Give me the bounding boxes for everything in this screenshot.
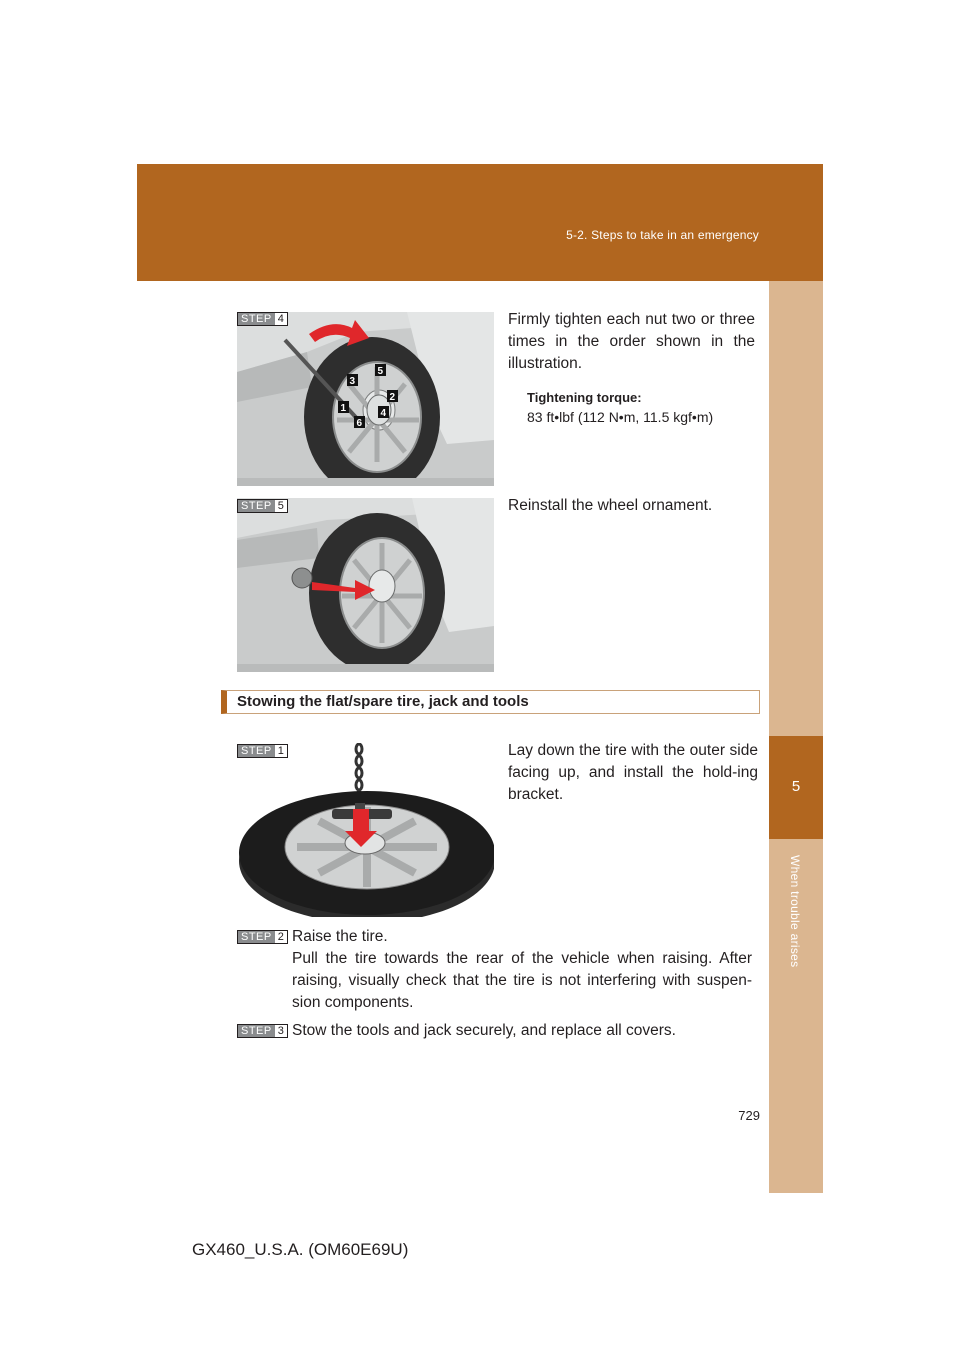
- step4-illustration: [237, 312, 494, 486]
- nut-callout: 3: [349, 376, 356, 387]
- stow-step2-detail-line: Pull the tire towards the rear of the vehicle when raising. After: [292, 950, 752, 967]
- step-number: 1: [275, 745, 287, 757]
- section-title: Stowing the flat/spare tire, jack and tools: [237, 693, 529, 710]
- step5-text: Reinstall the wheel ornament.: [508, 497, 713, 514]
- section-heading-bar: [221, 690, 760, 714]
- section-header: 5-2. Steps to take in an emergency: [566, 228, 759, 242]
- step-badge: [237, 312, 288, 326]
- document-footer: GX460_U.S.A. (OM60E69U): [192, 1240, 409, 1259]
- step-label: STEP: [238, 500, 275, 512]
- step-number: 4: [275, 313, 287, 325]
- step-badge: [237, 744, 288, 758]
- torque-label: Tightening torque:: [527, 390, 642, 405]
- step4-text: Firmly tighten each nut two or three times in the order shown in the illustration.: [508, 311, 755, 372]
- nut-callout: 5: [377, 366, 384, 377]
- nut-callout: 1: [340, 403, 347, 414]
- step-badge: [237, 499, 288, 513]
- stow-step1-text: Lay down the tire with the outer side facing up, and install the hold-ing bracket.: [508, 742, 758, 803]
- header-band: [137, 164, 823, 281]
- step-number: 3: [275, 1025, 287, 1037]
- page-number: 729: [738, 1108, 760, 1123]
- stow-step2-detail-line: raising, visually check that the tire is not interfering with suspen-: [292, 972, 752, 989]
- nut-callout: 4: [380, 408, 387, 419]
- chapter-number: 5: [791, 778, 801, 795]
- step-label: STEP: [238, 313, 275, 325]
- stow-step2-detail-line: sion components.: [292, 994, 414, 1011]
- step-badge: [237, 930, 288, 944]
- nut-callout: 2: [389, 392, 396, 403]
- step5-illustration: [237, 498, 494, 672]
- step-number: 2: [275, 931, 287, 943]
- step-label: STEP: [238, 1025, 275, 1037]
- step-badge: [237, 1024, 288, 1038]
- step-label: STEP: [238, 931, 275, 943]
- step-number: 5: [275, 500, 287, 512]
- torque-value: 83 ft•lbf (112 N•m, 11.5 kgf•m): [527, 409, 714, 425]
- nut-callout: 6: [356, 418, 363, 429]
- stow-step2-text: Raise the tire.: [292, 928, 388, 945]
- chapter-label: When trouble arises: [788, 855, 802, 968]
- stow-step3-text: Stow the tools and jack securely, and replace all covers.: [292, 1022, 676, 1039]
- step-label: STEP: [238, 745, 275, 757]
- stow-step1-illustration: [237, 743, 494, 917]
